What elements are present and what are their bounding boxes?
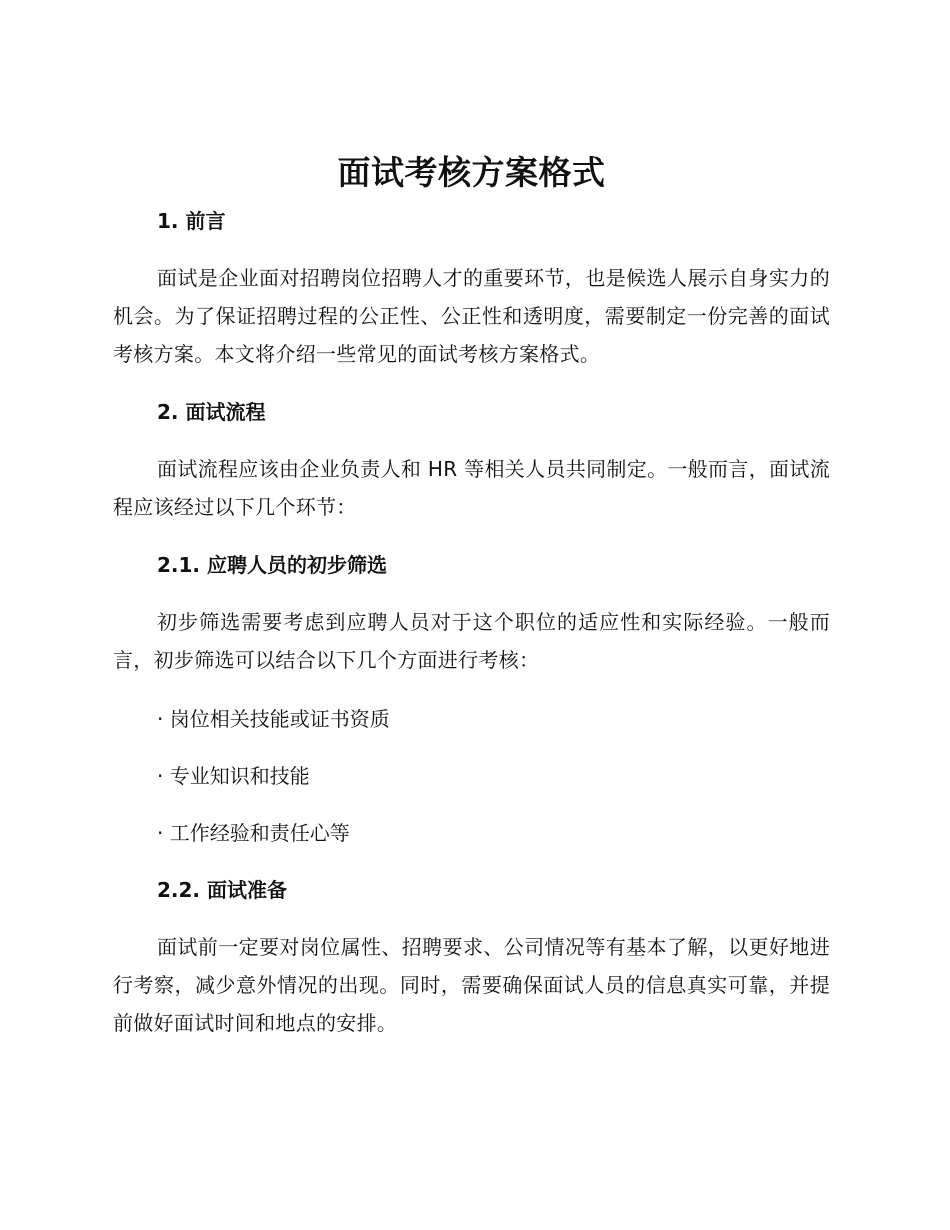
section-paragraph-preface: 面试是企业面对招聘岗位招聘人才的重要环节，也是候选人展示自身实力的机会。为了保证招聘过程的公正性、公正性和透明度，需要制定一份完善的面试考核方案。本文将介绍一些常见的面试考核方案格式。 (113, 266, 830, 366)
list-item: · 专业知识和技能 (157, 764, 310, 788)
section-paragraph-interview-preparation: 面试前一定要对岗位属性、招聘要求、公司情况等有基本了解，以更好地进行考察，减少意外情况的出现。同时，需要确保面试人员的信息真实可靠，并提前做好面试时间和地点的安排。 (113, 935, 830, 1035)
section-heading-interview-process: 2. 面试流程 (157, 400, 266, 424)
section-heading-initial-screening: 2.1. 应聘人员的初步筛选 (157, 553, 387, 577)
list-item: · 岗位相关技能或证书资质 (157, 707, 390, 731)
section-heading-preface: 1. 前言 (157, 209, 226, 233)
section-heading-interview-preparation: 2.2. 面试准备 (157, 878, 287, 902)
section-paragraph-interview-process: 面试流程应该由企业负责人和 HR 等相关人员共同制定。一般而言，面试流程应该经过以下几个环节： (113, 457, 830, 519)
list-item: · 工作经验和责任心等 (157, 821, 350, 845)
section-paragraph-initial-screening: 初步筛选需要考虑到应聘人员对于这个职位的适应性和实际经验。一般而言，初步筛选可以结合以下几个方面进行考核： (113, 610, 830, 672)
document-title: 面试考核方案格式 (337, 153, 606, 192)
